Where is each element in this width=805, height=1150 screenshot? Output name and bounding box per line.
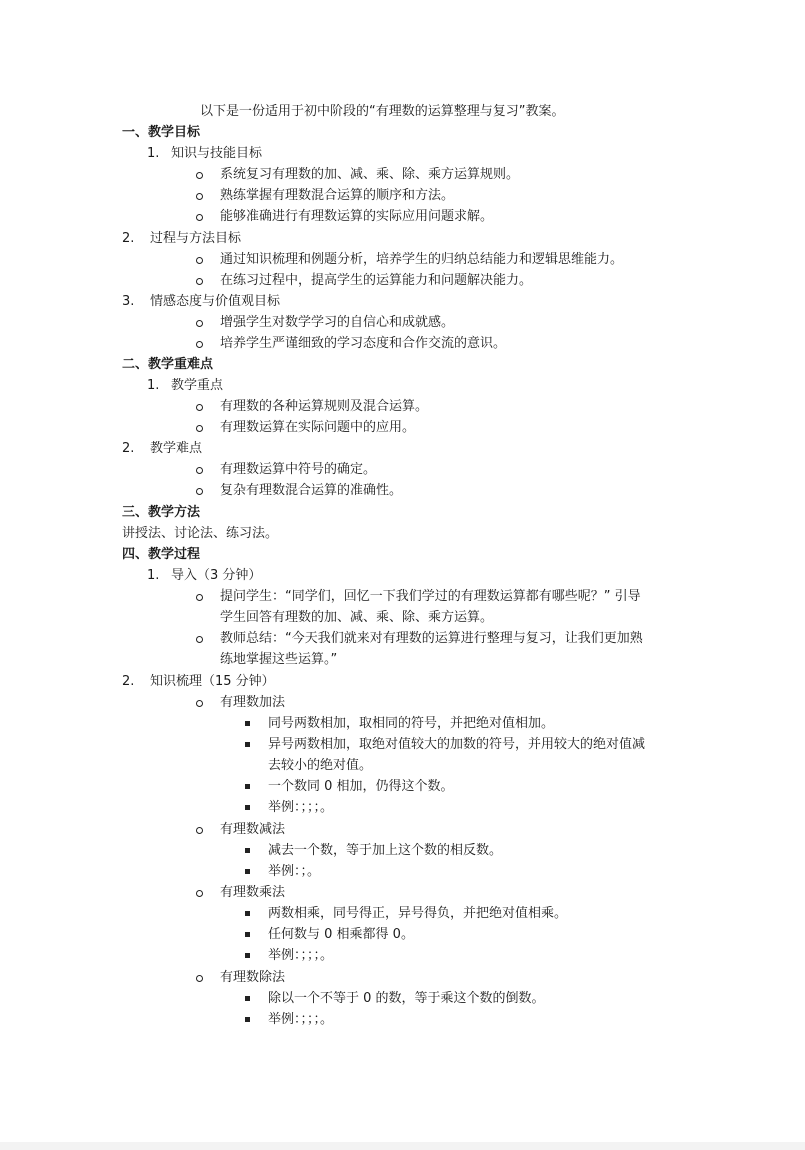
- list-number: 2.: [122, 231, 135, 246]
- circle-bullet-icon: [196, 636, 203, 643]
- section-heading-process: 四、教学过程: [122, 547, 201, 562]
- list-item-label: 教学难点: [150, 441, 203, 456]
- list-item: 系统复习有理数的加、减、乘、除、乘方运算规则。: [220, 167, 520, 182]
- list-number: 2.: [122, 674, 135, 689]
- circle-bullet-icon: [196, 975, 203, 982]
- list-item-label: 情感态度与价值观目标: [150, 294, 281, 309]
- circle-bullet-icon: [196, 172, 203, 179]
- square-bullet-icon: [245, 869, 250, 874]
- circle-bullet-icon: [196, 320, 203, 327]
- list-item-label: 过程与方法目标: [150, 231, 242, 246]
- intro-text: 以下是一份适用于初中阶段的“有理数的运算整理与复习”教案。: [200, 104, 565, 119]
- list-item: 有理数的各种运算规则及混合运算。: [220, 399, 429, 414]
- list-item: 增强学生对数学学习的自信心和成就感。: [220, 315, 455, 330]
- list-item: 在练习过程中，提高学生的运算能力和问题解决能力。: [220, 273, 533, 288]
- list-item: 有理数运算在实际问题中的应用。: [220, 420, 416, 435]
- square-bullet-icon: [245, 721, 250, 726]
- list-item: 有理数运算中符号的确定。: [220, 462, 377, 477]
- example-item: 举例：；；；。: [268, 800, 334, 815]
- example-item: 举例：；；；。: [268, 1012, 334, 1027]
- circle-bullet-icon: [196, 404, 203, 411]
- list-item-continuation: 练地掌握这些运算。”: [220, 652, 338, 667]
- list-item-label: 知识与技能目标: [171, 146, 263, 161]
- list-number: 3.: [122, 294, 135, 309]
- square-bullet-icon: [245, 848, 250, 853]
- circle-bullet-icon: [196, 193, 203, 200]
- square-bullet-icon: [245, 784, 250, 789]
- list-item: 通过知识梳理和例题分析，培养学生的归纳总结能力和逻辑思维能力。: [220, 252, 624, 267]
- topic-label: 有理数加法: [220, 695, 286, 710]
- example-item: 举例：；。: [268, 864, 321, 879]
- list-number: 1.: [147, 568, 160, 583]
- list-item: 复杂有理数混合运算的准确性。: [220, 483, 403, 498]
- rule-item: 减去一个数，等于加上这个数的相反数。: [268, 843, 503, 858]
- section-heading-methods: 三、教学方法: [122, 505, 201, 520]
- list-item: 提问学生：“同学们，回忆一下我们学过的有理数运算都有哪些呢？” 引导: [220, 589, 641, 604]
- square-bullet-icon: [245, 932, 250, 937]
- circle-bullet-icon: [196, 700, 203, 707]
- list-item-label: 导入（3 分钟）: [171, 568, 262, 583]
- section-heading-objectives: 一、教学目标: [122, 125, 201, 140]
- circle-bullet-icon: [196, 257, 203, 264]
- circle-bullet-icon: [196, 341, 203, 348]
- circle-bullet-icon: [196, 488, 203, 495]
- rule-item: 任何数与 0 相乘都得 0。: [268, 927, 414, 942]
- rule-item: 两数相乘，同号得正，异号得负，并把绝对值相乘。: [268, 906, 568, 921]
- rule-item: 一个数同 0 相加，仍得这个数。: [268, 779, 454, 794]
- circle-bullet-icon: [196, 425, 203, 432]
- list-number: 1.: [147, 146, 160, 161]
- section-heading-key-points: 二、教学重难点: [122, 357, 214, 372]
- list-number: 2.: [122, 441, 135, 456]
- topic-label: 有理数乘法: [220, 885, 286, 900]
- topic-label: 有理数减法: [220, 822, 286, 837]
- methods-text: 讲授法、讨论法、练习法。: [122, 526, 279, 541]
- square-bullet-icon: [245, 953, 250, 958]
- circle-bullet-icon: [196, 278, 203, 285]
- square-bullet-icon: [245, 911, 250, 916]
- list-item-label: 教学重点: [171, 378, 224, 393]
- list-item: 培养学生严谨细致的学习态度和合作交流的意识。: [220, 336, 507, 351]
- square-bullet-icon: [245, 996, 250, 1001]
- circle-bullet-icon: [196, 214, 203, 221]
- square-bullet-icon: [245, 1017, 250, 1022]
- rule-item: 异号两数相加，取绝对值较大的加数的符号，并用较大的绝对值减: [268, 737, 646, 752]
- list-item: 教师总结：“今天我们就来对有理数的运算进行整理与复习，让我们更加熟: [220, 631, 643, 646]
- circle-bullet-icon: [196, 467, 203, 474]
- circle-bullet-icon: [196, 827, 203, 834]
- topic-label: 有理数除法: [220, 970, 286, 985]
- circle-bullet-icon: [196, 594, 203, 601]
- rule-item: 同号两数相加，取相同的符号，并把绝对值相加。: [268, 716, 555, 731]
- rule-item-continuation: 去较小的绝对值。: [268, 758, 373, 773]
- list-item-label: 知识梳理（15 分钟）: [150, 674, 275, 689]
- square-bullet-icon: [245, 742, 250, 747]
- square-bullet-icon: [245, 805, 250, 810]
- list-item-continuation: 学生回答有理数的加、减、乘、除、乘方运算。: [220, 610, 494, 625]
- example-item: 举例：；；；。: [268, 948, 334, 963]
- rule-item: 除以一个不等于 0 的数，等于乘这个数的倒数。: [268, 991, 545, 1006]
- circle-bullet-icon: [196, 890, 203, 897]
- list-item: 能够准确进行有理数运算的实际应用问题求解。: [220, 209, 494, 224]
- list-number: 1.: [147, 378, 160, 393]
- list-item: 熟练掌握有理数混合运算的顺序和方法。: [220, 188, 455, 203]
